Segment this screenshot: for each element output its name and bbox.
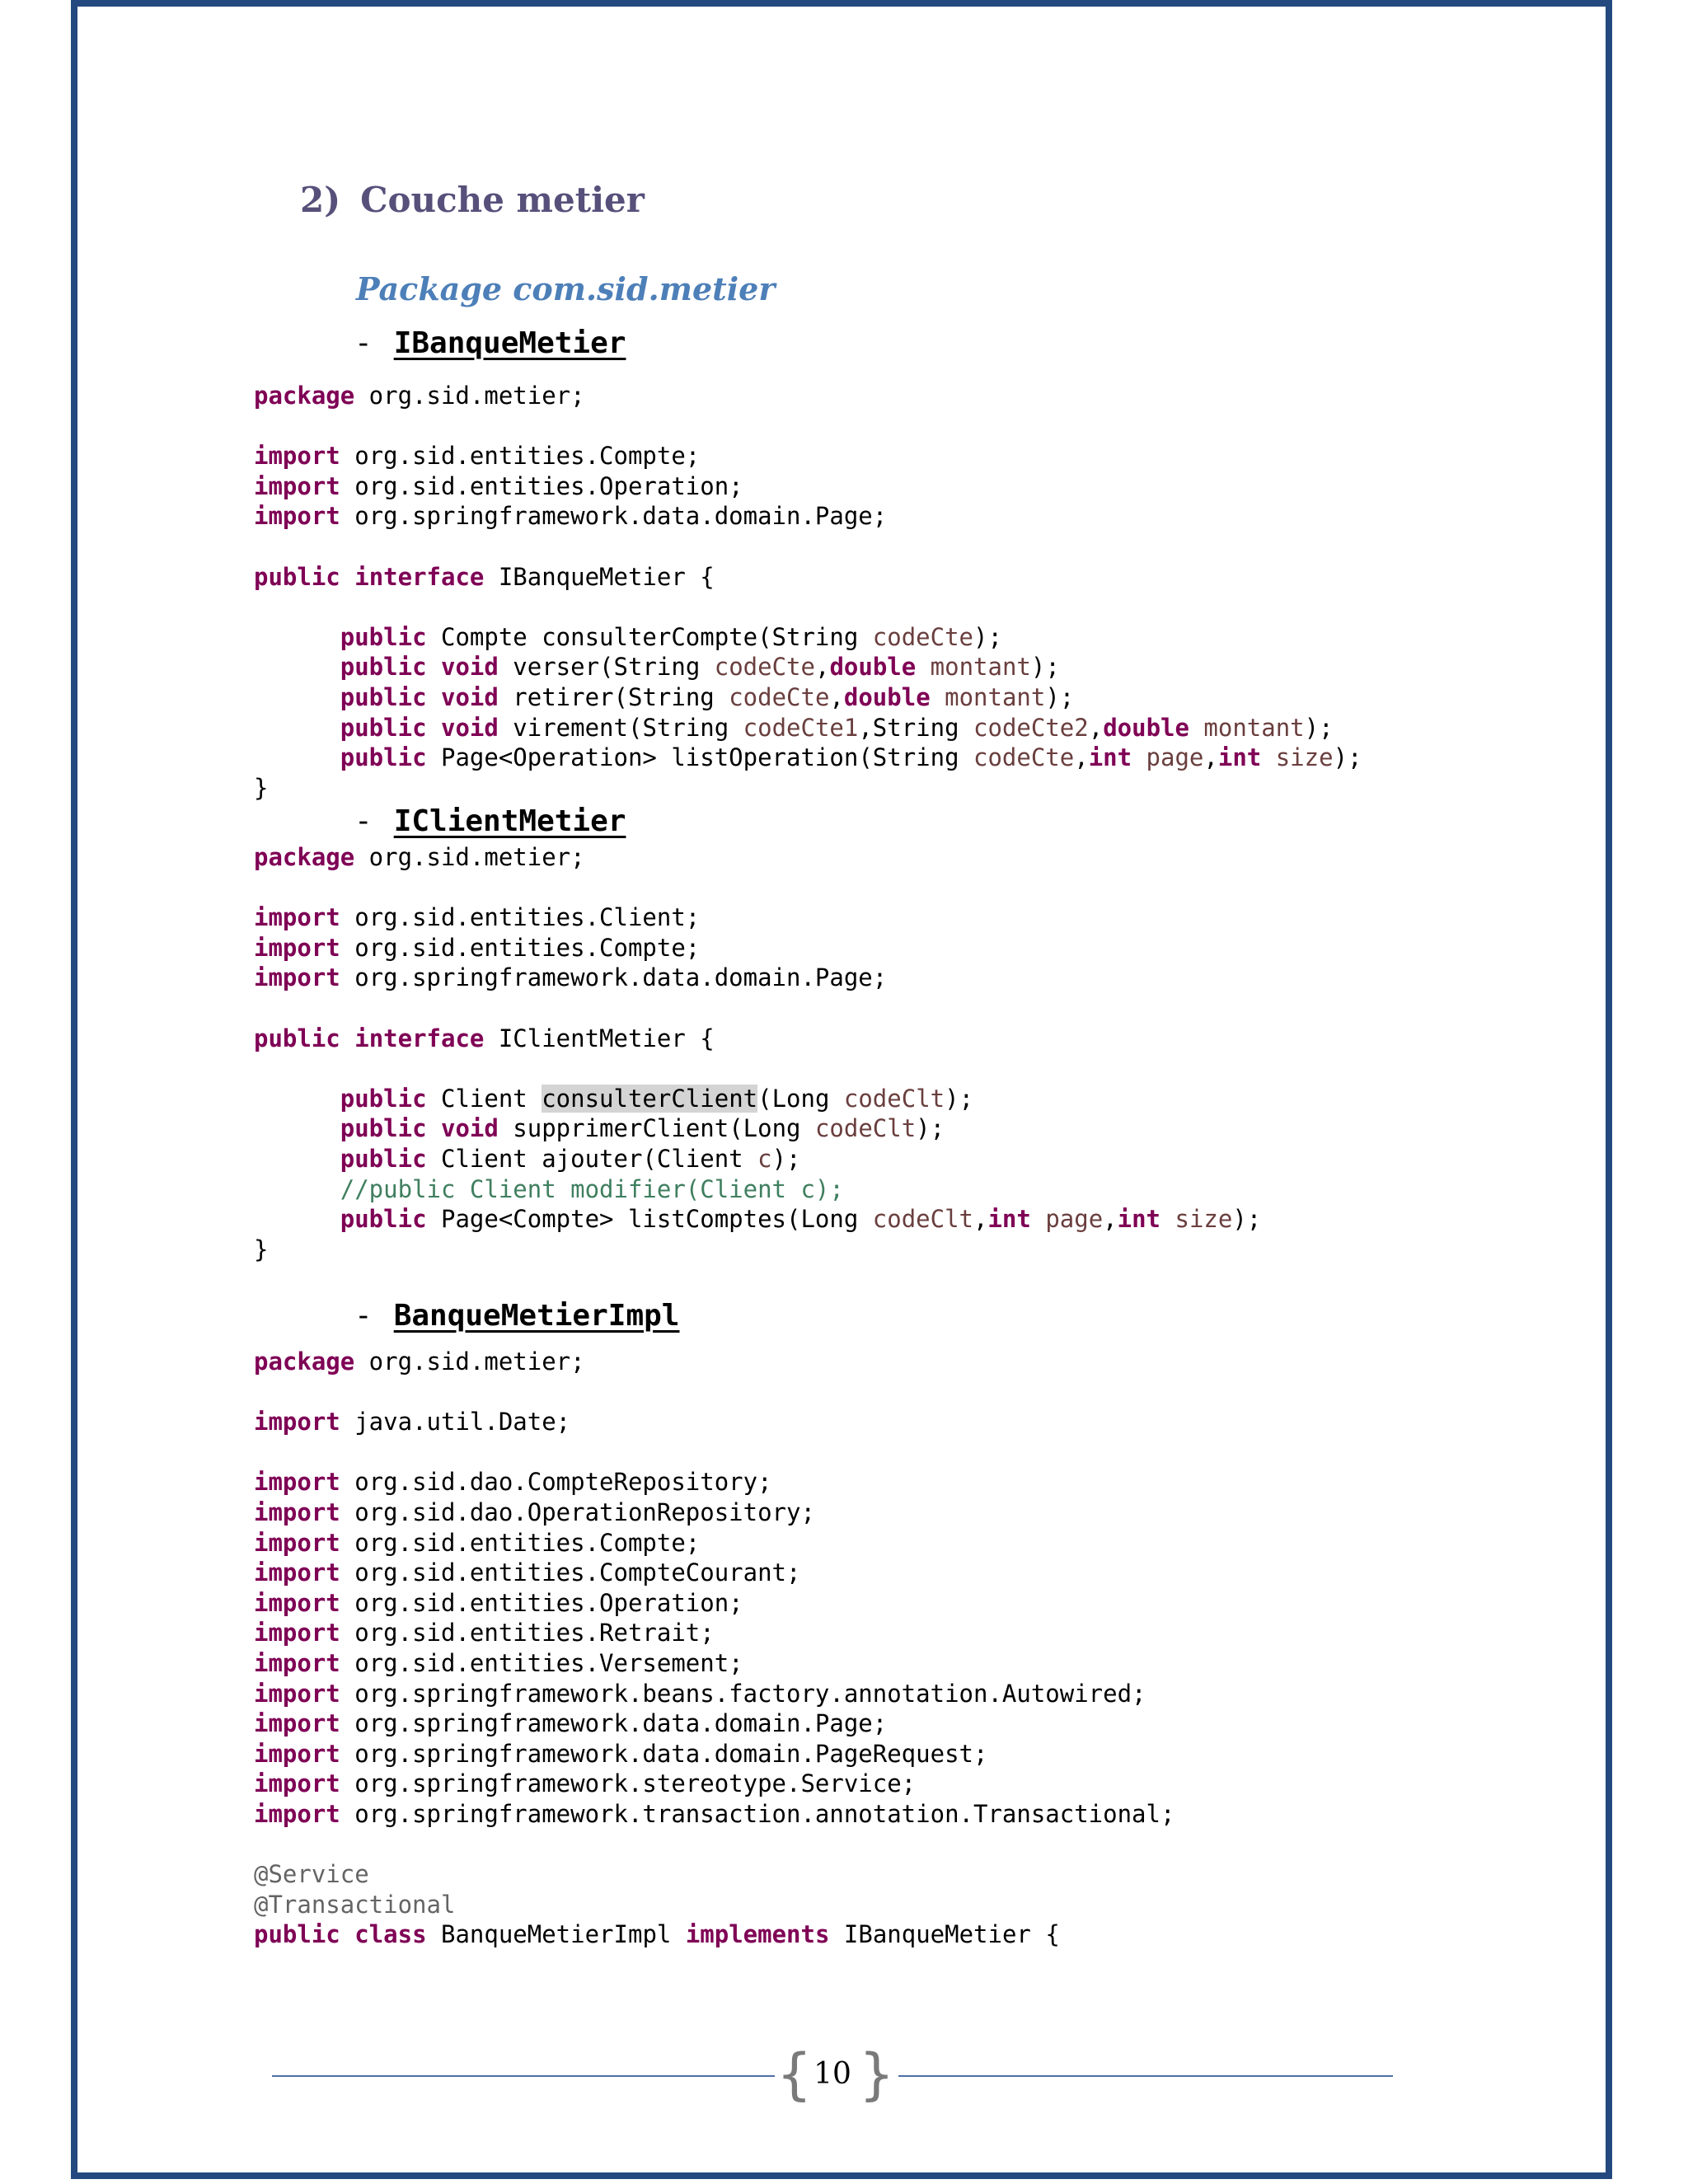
code-token: @Transactional	[254, 1890, 456, 1919]
code-token: import	[254, 1528, 340, 1557]
subheading-iclientmetier	[354, 804, 626, 838]
footer-brace-right: }	[859, 2042, 895, 2107]
code-line	[254, 902, 1261, 933]
code-token: implements	[685, 1920, 830, 1949]
code-token	[254, 653, 340, 681]
code-token	[427, 653, 441, 681]
code-line	[254, 1053, 1261, 1084]
code-token: public	[254, 562, 340, 591]
code-line	[254, 652, 1362, 682]
code-token: import	[254, 1679, 340, 1708]
code-token: codeCte	[714, 653, 815, 682]
code-token	[254, 1175, 340, 1203]
code-line	[254, 1437, 1175, 1468]
code-token: org.sid.entities.Client;	[340, 903, 701, 932]
code-token	[340, 563, 354, 591]
code-token: org.sid.metier;	[354, 382, 585, 410]
code-token: size	[1175, 1205, 1233, 1234]
code-token: IBanqueMetier {	[484, 562, 715, 591]
code-token: ,	[814, 653, 830, 682]
code-token: verser(String	[498, 653, 715, 682]
code-line	[254, 1648, 1175, 1679]
code-token: import	[254, 502, 340, 531]
code-token: codeClt	[843, 1084, 945, 1113]
code-token: public	[340, 743, 427, 772]
code-token: public	[340, 1084, 427, 1113]
code-line	[254, 1204, 1261, 1235]
code-token	[1031, 1205, 1045, 1233]
section-number: 2)	[300, 180, 341, 220]
code-token	[254, 743, 340, 771]
code-token: codeCte2	[973, 713, 1089, 742]
code-token: ,String	[858, 713, 974, 742]
code-token: c	[757, 1144, 772, 1173]
code-line	[254, 1708, 1175, 1739]
code-token: }	[254, 773, 269, 802]
code-token: consulterClient	[542, 1084, 758, 1113]
code-line	[254, 1588, 1175, 1619]
code-line	[254, 1890, 1175, 1920]
code-token: double	[843, 682, 931, 711]
code-token: public	[254, 1920, 340, 1949]
code-token: org.sid.entities.Operation;	[340, 1588, 743, 1617]
code-token: Client	[426, 1084, 542, 1113]
subheading-name: IBanqueMetier	[393, 326, 626, 360]
code-line	[254, 381, 1362, 411]
code-token: size	[1275, 743, 1334, 772]
code-token: public	[254, 1024, 340, 1052]
code-token: import	[254, 1588, 340, 1617]
code-token: int	[1117, 1205, 1161, 1234]
code-token: import	[254, 1468, 340, 1497]
code-token: void	[441, 653, 499, 682]
code-line	[254, 592, 1362, 622]
code-line	[254, 933, 1261, 963]
code-token: ,	[829, 682, 844, 711]
code-line	[254, 1799, 1175, 1830]
subheading-name: BanqueMetierImpl	[393, 1299, 680, 1333]
code-line	[254, 993, 1261, 1024]
code-token	[1261, 743, 1275, 771]
code-token: org.sid.entities.Operation;	[340, 471, 743, 500]
code-token: );	[973, 622, 1002, 651]
code-line	[254, 1235, 1261, 1265]
code-token: double	[1103, 713, 1189, 742]
code-line	[254, 682, 1362, 713]
code-token: codeClt	[872, 1205, 973, 1234]
code-token: org.sid.dao.CompteRepository;	[340, 1468, 772, 1497]
code-token: );	[771, 1144, 801, 1173]
code-token	[427, 714, 441, 742]
code-token: import	[254, 903, 340, 932]
code-token: codeCte	[973, 743, 1075, 772]
code-token: );	[945, 1084, 974, 1113]
subheading-name: IClientMetier	[393, 804, 626, 838]
code-token: public	[340, 622, 427, 651]
code-token: retirer(String	[498, 682, 729, 711]
code-token: );	[1232, 1205, 1262, 1234]
code-token	[254, 1145, 340, 1173]
code-token	[254, 683, 340, 711]
code-token: montant	[930, 653, 1031, 682]
code-block-ibanquemetier	[254, 381, 1362, 803]
code-token: codeCte	[729, 682, 830, 711]
code-line	[254, 1347, 1175, 1377]
code-token: org.sid.entities.Compte;	[340, 442, 701, 471]
code-line	[254, 501, 1362, 532]
code-line	[254, 842, 1261, 873]
code-token: Compte consulterCompte(String	[426, 622, 873, 651]
code-token: public	[340, 653, 427, 682]
code-line	[254, 1144, 1261, 1174]
code-token: import	[254, 1739, 340, 1768]
code-token: org.springframework.data.domain.Page;	[340, 502, 888, 531]
code-token: org.springframework.data.domain.Page;	[340, 963, 888, 992]
code-token: public	[340, 682, 427, 711]
code-token: );	[1045, 682, 1075, 711]
code-block-iclientmetier	[254, 842, 1261, 1264]
code-token: );	[1030, 653, 1060, 682]
code-token: package	[254, 382, 355, 410]
subheading-banquemetierimpl	[354, 1299, 679, 1333]
code-token	[1132, 743, 1146, 771]
code-token	[427, 683, 441, 711]
page-number: 10	[814, 2057, 851, 2091]
package-heading: Package com.sid.metier	[356, 270, 776, 307]
code-token: public	[340, 1205, 427, 1234]
code-line	[254, 1618, 1175, 1648]
code-token: page	[1045, 1205, 1104, 1234]
code-token	[916, 653, 930, 681]
footer-rule-left	[272, 2075, 775, 2077]
code-token: import	[254, 1648, 340, 1677]
code-line	[254, 1528, 1175, 1558]
code-line	[254, 1859, 1175, 1890]
code-token: int	[1217, 743, 1262, 772]
code-token: public	[340, 1114, 427, 1143]
code-token: org.sid.entities.CompteCourant;	[340, 1558, 801, 1587]
code-token: BanqueMetierImpl	[426, 1920, 686, 1949]
code-token: import	[254, 1619, 340, 1647]
code-token: ,	[1088, 713, 1104, 742]
code-token: import	[254, 933, 340, 962]
page-footer	[272, 2042, 1393, 2108]
code-token: import	[254, 1709, 340, 1738]
code-token: @Service	[254, 1860, 369, 1889]
code-line	[254, 1679, 1175, 1709]
code-token: public	[340, 1144, 427, 1173]
code-token	[254, 714, 340, 742]
code-token: org.springframework.data.domain.PageRequest;	[340, 1739, 988, 1768]
code-line	[254, 1174, 1261, 1205]
code-token: import	[254, 1497, 340, 1526]
code-token: import	[254, 963, 340, 992]
code-token: void	[441, 1114, 499, 1143]
code-token: int	[987, 1205, 1031, 1234]
code-token: (Long	[757, 1084, 844, 1113]
code-token: org.springframework.data.domain.Page;	[340, 1709, 888, 1738]
code-line	[254, 873, 1261, 903]
code-token: void	[441, 682, 499, 711]
code-token: ,	[973, 1205, 988, 1234]
code-token: }	[254, 1235, 269, 1263]
subheading-ibanquemetier	[354, 326, 626, 360]
code-block-banquemetierimpl	[254, 1347, 1175, 1950]
code-token: org.sid.dao.OperationRepository;	[340, 1497, 815, 1526]
code-token: org.springframework.beans.factory.annotation.Autowired;	[340, 1679, 1146, 1708]
code-token: package	[254, 843, 355, 871]
code-token	[427, 1114, 441, 1142]
code-token: ,	[1203, 743, 1218, 772]
code-line	[254, 1377, 1175, 1408]
code-token: org.springframework.stereotype.Service;	[340, 1769, 917, 1798]
code-token: import	[254, 1558, 340, 1587]
code-token: );	[1333, 743, 1362, 772]
code-token: import	[254, 1769, 340, 1798]
code-token: interface	[354, 1024, 485, 1052]
code-line	[254, 713, 1362, 743]
code-line	[254, 773, 1362, 804]
subheading-dash: -	[354, 326, 373, 360]
code-token	[340, 1024, 354, 1052]
code-token: );	[916, 1114, 945, 1143]
code-token: int	[1088, 743, 1132, 772]
code-token: Client ajouter(Client	[426, 1144, 758, 1173]
code-token: package	[254, 1347, 355, 1376]
code-token: IClientMetier {	[484, 1024, 715, 1052]
code-line	[254, 1919, 1175, 1950]
code-line	[254, 441, 1362, 471]
code-line	[254, 743, 1362, 773]
code-token: interface	[354, 562, 485, 591]
code-token: ,	[1103, 1205, 1118, 1234]
subheading-dash: -	[354, 1299, 373, 1333]
code-line	[254, 1084, 1261, 1114]
code-token	[340, 1920, 354, 1948]
code-token: double	[829, 653, 917, 682]
section-title-text: Couche metier	[360, 180, 645, 220]
code-token: montant	[1203, 713, 1305, 742]
code-token: montant	[945, 682, 1046, 711]
code-line	[254, 562, 1362, 593]
footer-brace-left: {	[776, 2042, 813, 2107]
code-token: Page<Compte> listComptes(Long	[426, 1205, 873, 1234]
code-token: java.util.Date;	[340, 1408, 571, 1436]
code-line	[254, 471, 1362, 502]
code-line	[254, 411, 1362, 442]
code-token: org.springframework.transaction.annotation.Transactional;	[340, 1799, 1175, 1828]
code-token: org.sid.entities.Compte;	[340, 933, 701, 962]
code-token: import	[254, 1408, 340, 1436]
code-token	[1160, 1205, 1175, 1233]
code-token: import	[254, 442, 340, 471]
code-token: page	[1146, 743, 1204, 772]
code-line	[254, 963, 1261, 993]
code-token	[254, 1114, 340, 1142]
code-token: IBanqueMetier {	[829, 1920, 1060, 1949]
code-token	[931, 683, 945, 711]
code-token	[254, 1205, 340, 1233]
code-line	[254, 1024, 1261, 1054]
code-token: org.sid.entities.Retrait;	[340, 1619, 715, 1647]
code-token: //public Client modifier(Client c);	[340, 1174, 844, 1203]
code-line	[254, 1407, 1175, 1437]
code-line	[254, 622, 1362, 653]
section-title	[300, 180, 645, 220]
code-token: org.sid.entities.Compte;	[340, 1528, 701, 1557]
code-token: virement(String	[498, 713, 743, 742]
code-line	[254, 1497, 1175, 1528]
code-token: codeClt	[814, 1114, 917, 1143]
code-token: org.sid.metier;	[354, 1347, 585, 1376]
code-token: supprimerClient(Long	[498, 1114, 815, 1143]
code-line	[254, 1558, 1175, 1588]
code-token: Page<Operation> listOperation(String	[426, 743, 973, 772]
code-token	[1189, 714, 1203, 742]
code-token: public	[340, 713, 427, 742]
code-token: class	[354, 1920, 427, 1949]
code-line	[254, 1467, 1175, 1497]
code-token	[254, 1085, 340, 1113]
code-token: void	[441, 713, 499, 742]
code-token: ,	[1074, 743, 1089, 772]
code-token: org.sid.metier;	[354, 843, 585, 871]
code-token	[254, 623, 340, 651]
code-line	[254, 1739, 1175, 1769]
code-line	[254, 1113, 1261, 1144]
code-line	[254, 532, 1362, 562]
code-token: );	[1304, 713, 1334, 742]
code-token: import	[254, 1799, 340, 1828]
code-line	[254, 1830, 1175, 1860]
code-line	[254, 1769, 1175, 1799]
code-token: codeCte1	[743, 713, 859, 742]
code-token: import	[254, 471, 340, 500]
code-token: codeCte	[872, 622, 973, 651]
code-token: org.sid.entities.Versement;	[340, 1648, 743, 1677]
footer-rule-right	[898, 2075, 1393, 2077]
subheading-dash: -	[354, 804, 373, 838]
